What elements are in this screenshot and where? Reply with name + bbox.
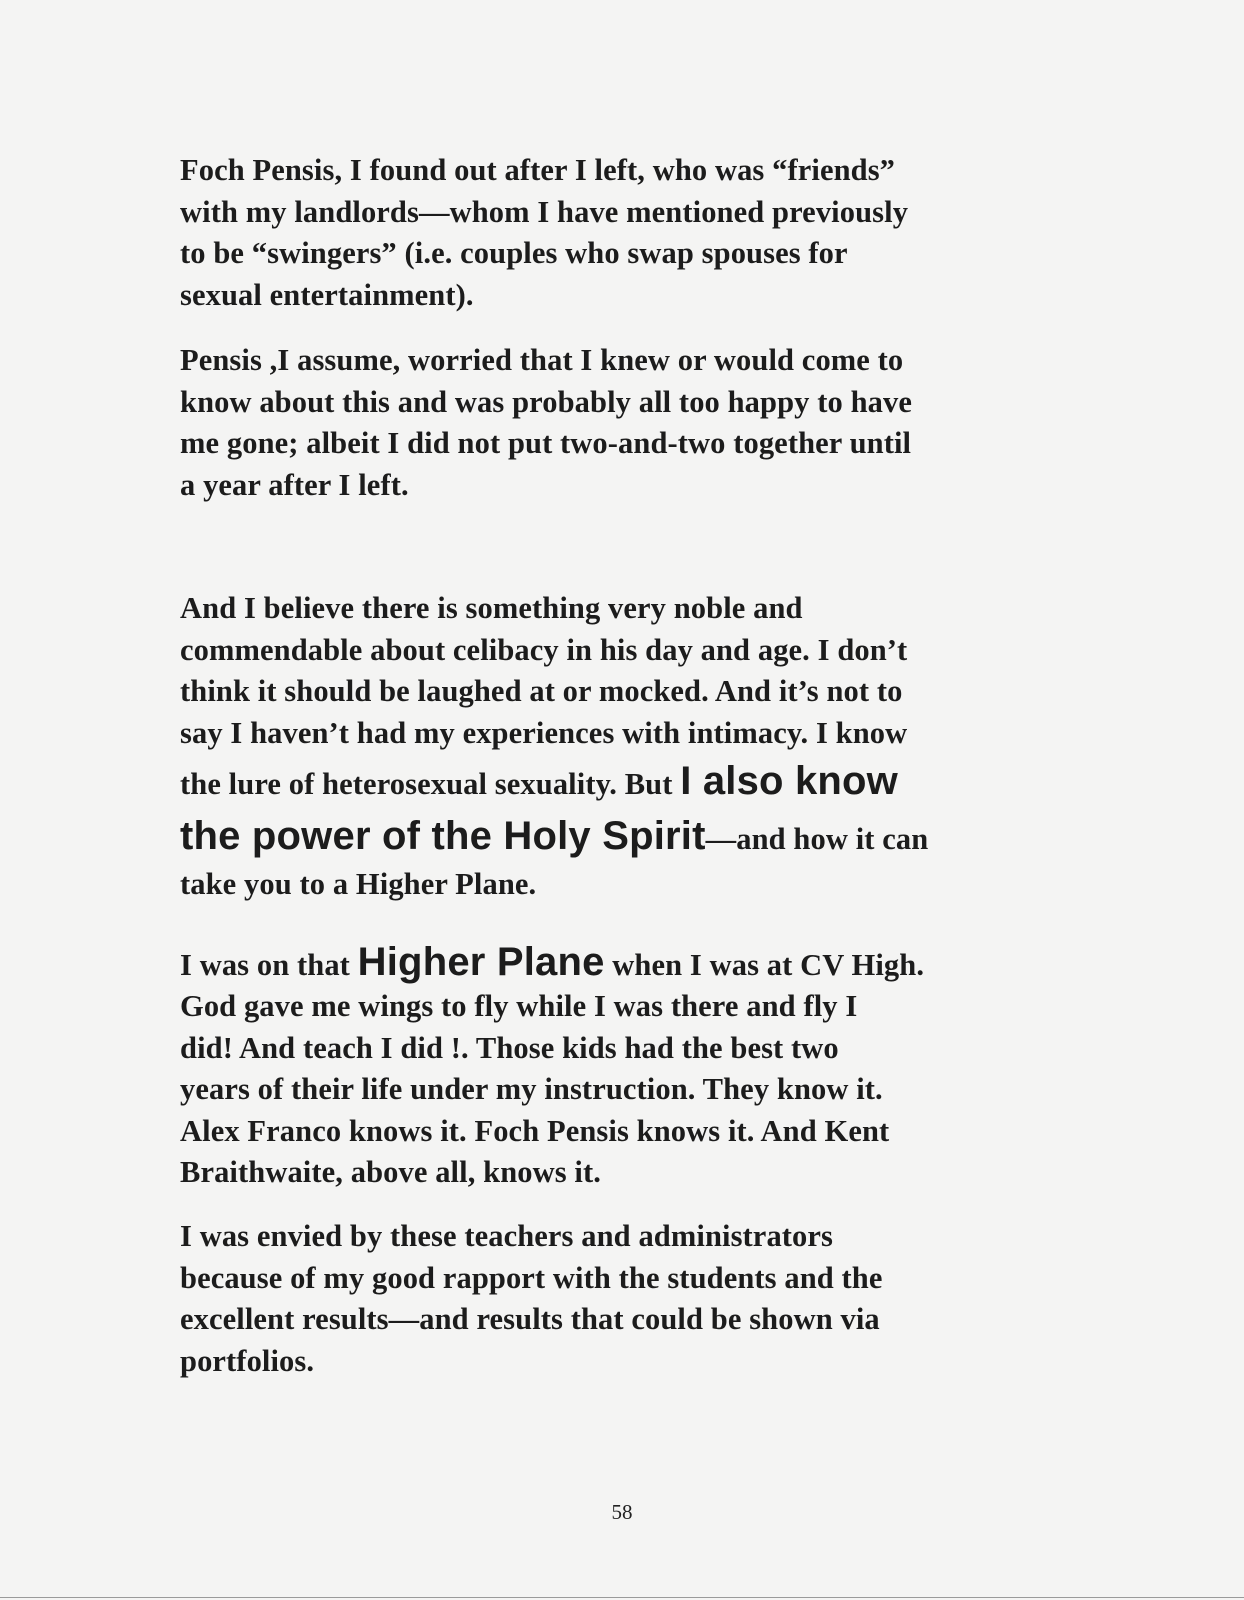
text-line: Braithwaite, above all, knows it.: [180, 1155, 601, 1189]
text-line: because of my good rapport with the students and the: [180, 1260, 883, 1295]
text-run: I was on that: [180, 948, 358, 982]
text-line: to be “swingers” (i.e. couples who swap spouses for: [180, 236, 848, 270]
text-line: I was envied by these teachers and administrators: [180, 1219, 834, 1253]
page-number: 58: [611, 1500, 633, 1524]
text-line: Pensis ,I assume, worried that I knew or would come to: [180, 343, 904, 377]
text-line: portfolios.: [180, 1343, 315, 1378]
emphasis-text: I also know: [680, 759, 898, 803]
text-line: think it should be laughed at or mocked. And it’s not to: [180, 674, 903, 708]
paragraph-4: [180, 938, 1060, 1194]
page-edge-divider: [0, 1597, 1244, 1598]
text-line: excellent results—and results that could be shown via: [180, 1302, 880, 1336]
text-line: [180, 809, 1060, 864]
text-run: the lure of heterosexual sexuality. But: [180, 767, 681, 801]
paragraph-2: [180, 340, 1060, 506]
text-line: And I believe there is something very noble and: [180, 591, 803, 625]
text-line: a year after I left.: [180, 467, 409, 502]
text-line: with my landlords—whom I have mentioned previously: [180, 194, 909, 229]
text-run: —and how it can: [705, 822, 929, 856]
text-run: when I was at CV High.: [604, 948, 925, 982]
text-line: me gone; albeit I did not put two-and-two together until: [180, 426, 912, 460]
emphasis-text: the power of the Holy Spirit: [180, 814, 706, 858]
text-line: [180, 938, 1060, 986]
paragraph-5: [180, 1216, 1060, 1382]
text-line: commendable about celibacy in his day and age. I don’t: [180, 632, 908, 667]
paragraph-3: [180, 588, 1060, 906]
text-line: years of their life under my instruction. They know it.: [180, 1072, 883, 1106]
text-line: God gave me wings to fly while I was there and fly I: [180, 989, 858, 1023]
text-line: Alex Franco knows it. Foch Pensis knows it. And Kent: [180, 1113, 890, 1148]
text-line: [180, 754, 1060, 809]
text-line: sexual entertainment).: [180, 277, 474, 312]
emphasis-text: Higher Plane: [357, 940, 605, 984]
text-line: take you to a Higher Plane.: [180, 867, 537, 901]
paragraph-1: [180, 150, 1060, 316]
text-line: know about this and was probably all too happy to have: [180, 384, 912, 419]
text-line: say I haven’t had my experiences with intimacy. I know: [180, 715, 908, 750]
text-line: Foch Pensis, I found out after I left, who was “friends”: [180, 153, 896, 187]
text-line: did! And teach I did !. Those kids had the best two: [180, 1030, 839, 1065]
